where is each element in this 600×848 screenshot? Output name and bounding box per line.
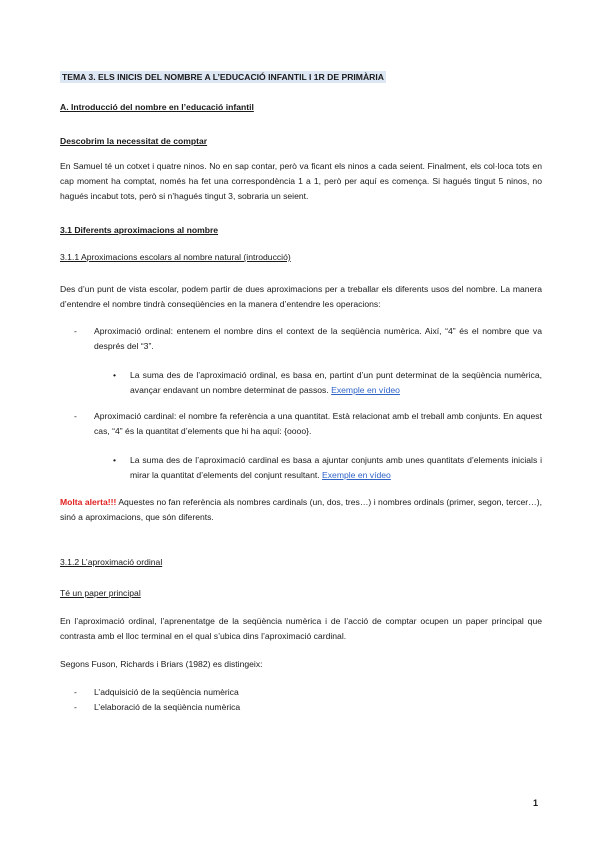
list-item-adquisicio: L’adquisició de la seqüència numèrica: [94, 687, 239, 697]
list-dash: -: [74, 411, 77, 421]
list-bullet: •: [113, 455, 117, 465]
list-dash: -: [74, 326, 77, 336]
document-title: [60, 70, 542, 85]
alert-text: Aquestes no fan referència als nombres cardinals (un, dos, tres…) i nombres ordinals (primer, segon, tercer…), sinó a aproximacions, que són diferents.: [60, 497, 542, 522]
sub-item-ordinal-text: La suma des de l’aproximació ordinal, es basa en, partint d’un punt determinat de la seqüència numèrica, avançar endavant un nombre determinat de passos.: [130, 370, 542, 395]
heading-descobrim: Descobrim la necessitat de comptar: [60, 136, 208, 146]
sub-item-ordinal: [130, 368, 542, 398]
list-item-elaboracio: L’elaboració de la seqüència numèrica: [94, 702, 241, 712]
paragraph-fuson: Segons Fuson, Richards i Briars (1982) es distingeix:: [60, 659, 263, 669]
document-title-text: TEMA 3. ELS INICIS DEL NOMBRE A L’EDUCACIÓ INFANTIL I 1R DE PRIMÀRIA: [62, 72, 384, 82]
heading-paper-principal: Té un paper principal: [60, 588, 141, 598]
section-a-heading: A. Introducció del nombre en l’educació infantil: [60, 102, 254, 112]
heading-3-1: 3.1 Diferents aproximacions al nombre: [60, 225, 219, 235]
video-link-cardinal[interactable]: Exemple en vídeo: [322, 470, 391, 480]
item-ordinal: Aproximació ordinal: entenem el nombre dins el context de la seqüència numèrica. Així, “4” és el nombre que va després del “3”.: [94, 326, 542, 351]
video-link-ordinal[interactable]: Exemple en vídeo: [331, 385, 400, 395]
list-dash: -: [74, 687, 77, 697]
list-bullet: •: [113, 370, 117, 380]
paragraph-samuel: En Samuel té un cotxet i quatre ninos. No en sap contar, però va ficant els ninos a cada seient. Finalment, els col·loca tots en cap moment ha comptat, només ha fet una correspondència 1 a 1, però per aquí es comença. Si hagués tingut 5 ninos, no hagués incabut tots, però si n’hagués tingut 3, sobraria un seient.: [60, 161, 542, 201]
page-number: 1: [532, 798, 538, 808]
sub-item-cardinal-text: La suma des de l’aproximació cardinal es basa a ajuntar conjunts amb unes quantitats d’elements inicials i mirar la quantitat d’elements del conjunt resultant.: [130, 455, 542, 480]
item-cardinal: Aproximació cardinal: el nombre fa referència a una quantitat. Està relacionat amb el treball amb conjunts. En aquest cas, “4” és la quantitat d’elements que hi ha aquí: {oooo}.: [94, 411, 542, 436]
heading-3-1-1: 3.1.1 Aproximacions escolars al nombre natural (introducció): [60, 252, 291, 262]
paragraph-ordinal: En l’aproximació ordinal, l’aprenentatge de la seqüència numèrica i de l’acció de comptar ocupen un paper principal que contrasta amb el lloc terminal en el qual s’ubica dins l’aproximació cardinal.: [60, 616, 542, 641]
alert-paragraph: [60, 495, 542, 525]
list-dash: -: [74, 702, 77, 712]
heading-3-1-2: 3.1.2 L’aproximació ordinal: [60, 557, 163, 567]
paragraph-intro: Des d’un punt de vista escolar, podem partir de dues aproximacions per a treballar els diferents usos del nombre. La manera d’entendre el nombre tindrà conseqüències en la manera d’entendre les operacions:: [60, 284, 542, 309]
sub-item-cardinal: [130, 453, 542, 483]
alert-label: Molta alerta!!!: [60, 497, 117, 507]
